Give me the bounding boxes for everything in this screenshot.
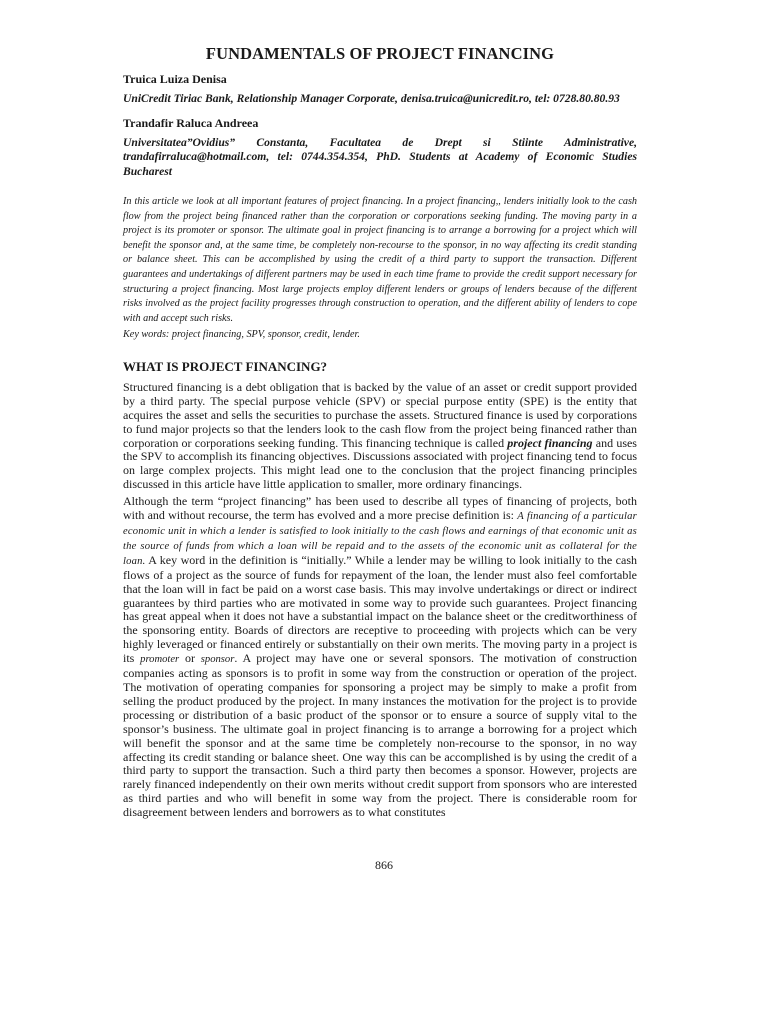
p2-text-c: A key word in the definition is “initially.” While a lender may be willing to look initially to the cash flows of a project as the source of funds for repayment of the loan, the lender must also feel comfortable that the loan will in fact be paid on a worst case basis. This may involve undertakings or direct or indirect guarantees by third parties who are motivated in some way to provide such guarantees. Project financing has great appeal when it does not have a substantial impact on the balance sheet or the creditworthiness of the sponsoring entity. Boards of directors are receptive to proceeding with projects which can be very highly leveraged or financed entirely or substantially on their own merits. The moving party in a project is its [123,552,637,666]
p1-text-c: and uses the SPV to accomplish its financing objectives. Discussions associated with project financing tend to focus on large complex projects. This might lead one to the conclusion that the project financing principles discussed in this article have little application to smaller, more ordinary financings. [123,435,637,492]
body-paragraph-1 [123,381,637,492]
paper-title: FUNDAMENTALS OF PROJECT FINANCING [205,44,555,63]
p2-text-e: or [179,651,201,666]
author-name-2: Trandafir Raluca Andreea [123,115,259,130]
p2-term-sponsor: sponsor [200,654,235,666]
p2-definition-quote: A financing of a particular economic unit in which a lender is satisfied to look initially to the cash flows and earnings of that economic unit as the source of funds from which a loan will be repaid and to the assets of the economic unit as collateral for the loan. [123,511,637,567]
p2-term-promoter: promoter [140,654,180,666]
page-number: 866 [375,858,393,872]
body-paragraph-2 [123,495,637,820]
author-affiliation-2: Universitatea”Ovidius” Constanta, Facultatea de Drept si Stiinte Administrative, trandafirraluca@hotmail.com, tel: 0744.354.354, PhD. Students at Academy of Economic Studies Bucharest [123,135,637,178]
p2-text-g: . A project may have one or several sponsors. The motivation of construction companies acting as sponsors is to profit in some way from the construction or operation of the project. The motivation of operating companies for sponsoring a project may be simply to make a profit from selling the product produced by the project. In many instances the motivation for the project is to provide processing or distribution of a basic product of the sponsor or to ensure a source of supply vital to the sponsor’s business. The ultimate goal in project financing is to arrange a borrowing for a project which will benefit the sponsor and at the same time be completely non-recourse to the sponsor, in no way affecting its credit standing or balance sheet. One way this can be accomplished is by using the credit of a third party to support the transaction. Such a third party then becomes a sponsor. However, projects are rarely financed independently on their own merits without credit support from sponsors who are interested as third parties and who will benefit in some way from the project. There is considerable room for disagreement between lenders and borrowers as to what constitutes [123,651,638,820]
p2-text-a: Although the term “project financing” has been used to describe all types of financing of projects, both with and without recourse, the term has evolved and a more precise definition is: [123,494,637,523]
abstract: In this article we look at all important features of project financing. In a project financing,, lenders initially look to the cash flow from the project being financed rather than the corporation or corporations seeking funding. The moving party in a project is its promoter or sponsor. The ultimate goal in project financing is to arrange a borrowing for a project which will benefit the sponsor and, at the same time, be completely non-recourse to the sponsor, in no way affecting its credit standing or balance sheet. This can be accomplished by using the credit of a third party to support the transaction. Different guarantees and undertakings of different partners may be used in each time frame to provide the credit support necessary for structuring a project financing. Most large projects employ different lenders or groups of lenders because of the different risks involved as the project facility progresses through construction to operation, and the different ability of lenders to cope with and accept such risks. [123,196,637,324]
keywords: Key words: project financing, SPV, sponsor, credit, lender. [123,329,360,341]
author-name-1: Truica Luiza Denisa [123,72,227,86]
section-heading: WHAT IS PROJECT FINANCING? [123,358,328,374]
paper-body [123,44,637,823]
p1-text-a: Structured financing is a debt obligation that is backed by the value of an asset or credit support provided by a third party. The special purpose vehicle (SPV) or special purpose entity (SPE) is the entity that acquires the asset and sells the securities to purchase the assets. Structured finance is used by corporations to fund major projects so that the lenders look to the cash flow from the project being financed rather than corporation or corporations seeking funding. This financing technique is called [123,379,637,450]
author-affiliation-1: UniCredit Tiriac Bank, Relationship Manager Corporate, denisa.truica@unicredit.ro, tel: 0728.80.80.93 [123,92,620,105]
p1-term-project-financing: project financing [507,435,593,450]
